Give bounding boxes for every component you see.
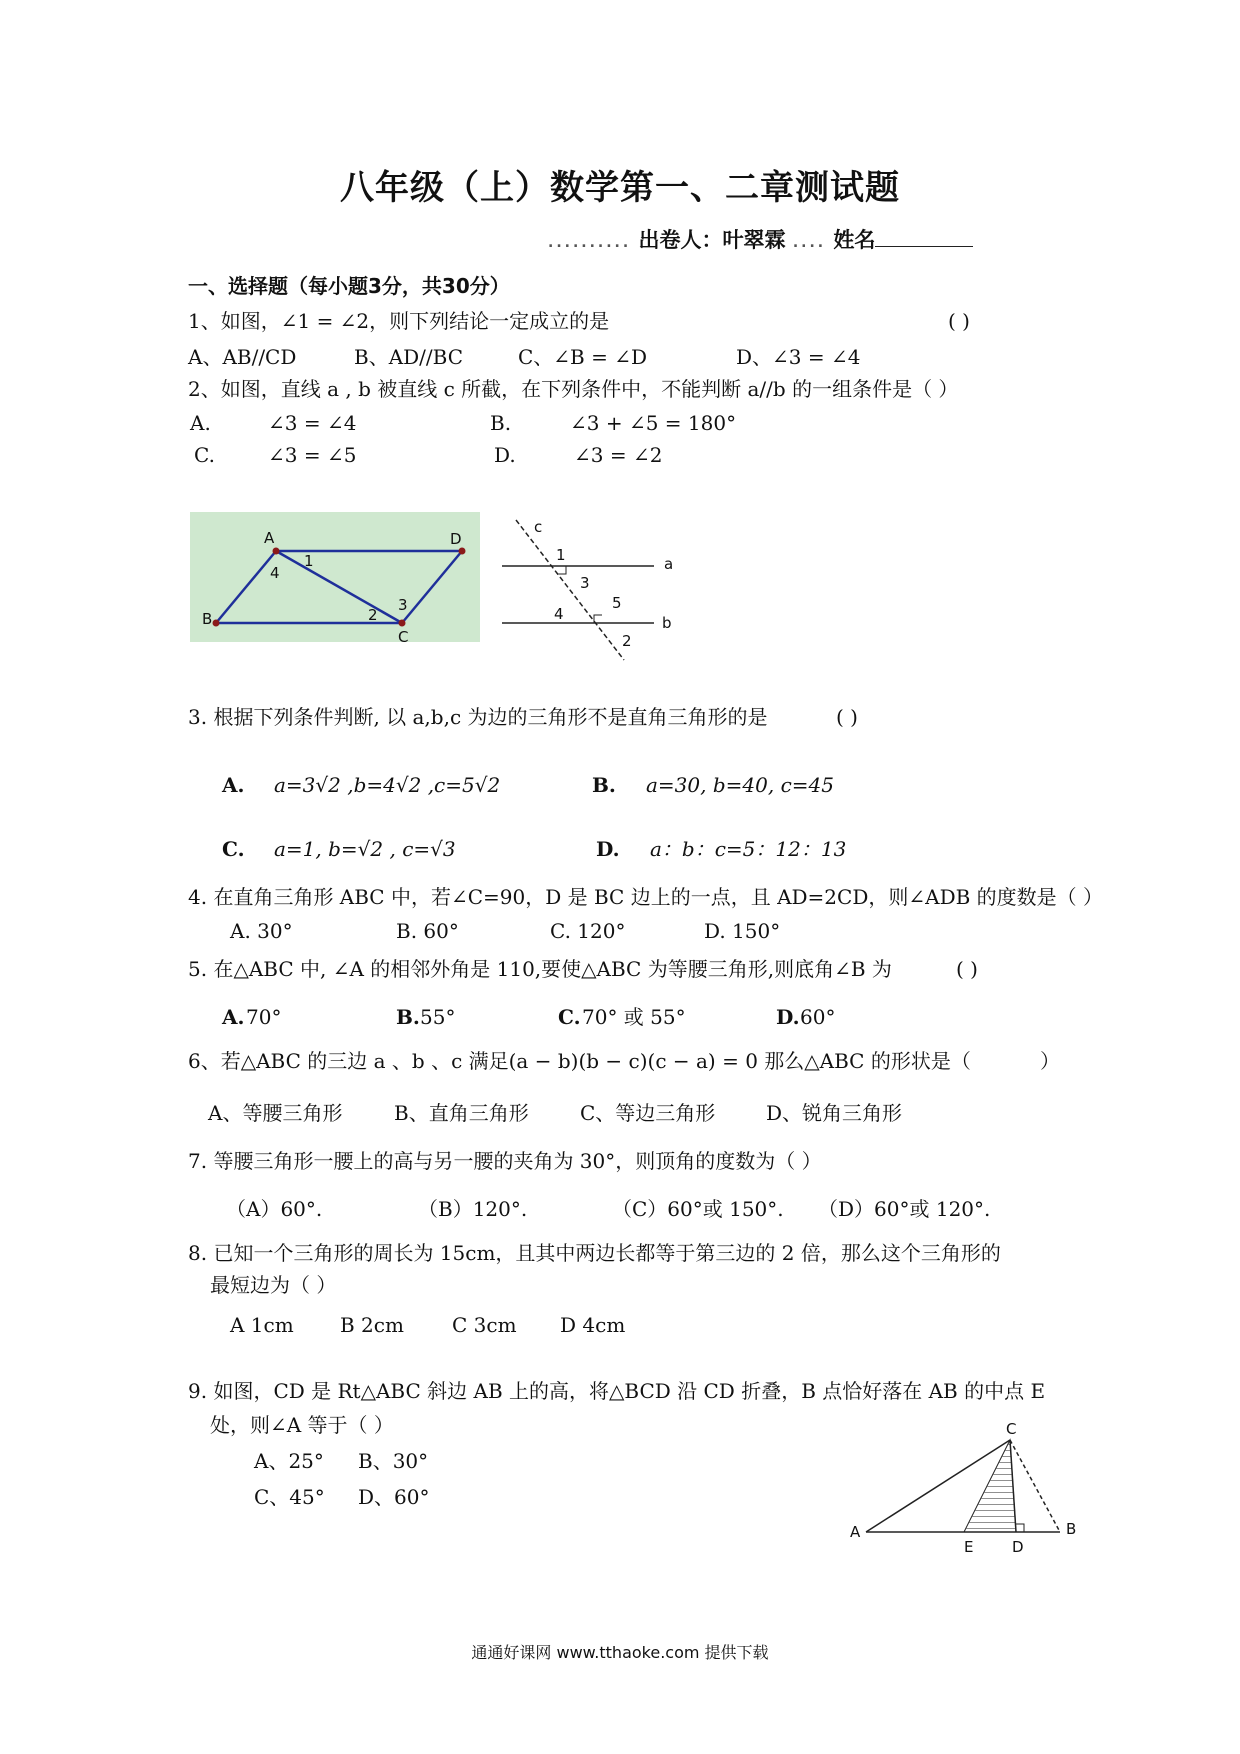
q9-figure [846,1420,1086,1560]
q7-option-a: （A）60°. [226,1197,323,1221]
q8-stem-line1: 8. 已知一个三角形的周长为 15cm，且其中两边长都等于第三边的 2 倍，那么这个三角形的 [188,1241,1001,1265]
q2-option-d-letter: D. [494,443,516,467]
q4-stem: 4. 在直角三角形 ABC 中，若∠C=90，D 是 BC 边上的一点，且 AD=2CD，则∠ADB 的度数是（ ） [188,885,1104,909]
q1-option-d: D、∠3 = ∠4 [736,345,861,369]
q8-option-d: D 4cm [560,1313,626,1337]
fig2-angle-2: 2 [622,632,632,650]
q4-option-c: C. 120° [550,919,626,943]
q8-option-a: A 1cm [230,1313,294,1337]
q5-option-b-text: 55° [420,1005,456,1029]
q5-stem: 5. 在△ABC 中, ∠A 的相邻外角是 110,要使△ABC 为等腰三角形,则底角∠B 为 [188,957,892,981]
fig2-angle-3: 3 [580,574,590,592]
q5-option-d-letter: D. [776,1005,800,1029]
q4-option-a: A. 30° [230,919,293,943]
q3-option-a-letter: A. [222,773,245,797]
q9-option-a: A、25° [254,1449,324,1473]
fig2-label-b: b [662,614,672,632]
q2-stem: 2、如图，直线 a , b 被直线 c 所截，在下列条件中，不能判断 a//b 的一组条件是（ ） [188,377,959,401]
q3-option-a-text: a=3√2 ,b=4√2 ,c=5√2 [274,773,501,797]
fig2-angle-4: 4 [554,605,564,623]
name-blank[interactable] [875,228,973,247]
q6-option-d: D、锐角三角形 [766,1101,903,1125]
author-line [548,224,973,254]
fig3-label-b: B [1066,1520,1077,1538]
q5-option-a-text: 70° [246,1005,282,1029]
q2-option-a-letter: A. [190,411,211,435]
q7-option-c: （C）60°或 150°. [612,1197,784,1221]
fig2-line-c [516,520,624,660]
q2-option-d-text: ∠3 = ∠2 [574,443,663,467]
q5-answer-paren[interactable]: ( ) [956,957,978,981]
q6-answer-paren[interactable]: ） [1040,1049,1060,1073]
q5-option-d-text: 60° [800,1005,836,1029]
fig3-label-d: D [1012,1538,1024,1556]
q9-stem-line2: 处，则∠A 等于（ ） [210,1413,394,1437]
fig2-label-c: c [534,518,543,536]
q7-option-d: （D）60°或 120°. [818,1197,991,1221]
q9-stem-line1: 9. 如图，CD 是 Rt△ABC 斜边 AB 上的高，将△BCD 沿 CD 折叠，B 点恰好落在 AB 的中点 E [188,1379,1046,1403]
q6-option-c: C、等边三角形 [580,1101,716,1125]
section-heading: 一、选择题（每小题3分，共30分） [188,274,510,298]
q3-option-c-letter: C. [222,837,245,861]
fig3-label-c: C [1006,1420,1017,1438]
q5-option-b-letter: B. [396,1005,420,1029]
q9-option-b: B、30° [358,1449,429,1473]
q8-option-b: B 2cm [340,1313,404,1337]
q8-stem-line2: 最短边为（ ） [210,1273,337,1297]
fig2-angle-5: 5 [612,594,622,612]
fig1-angle-1: 1 [304,552,314,570]
q2-option-b-text: ∠3 + ∠5 = 180° [570,411,737,435]
page-title: 八年级（上）数学第一、二章测试题 [340,168,900,208]
q2-option-b-letter: B. [490,411,512,435]
q3-option-b-letter: B. [592,773,616,797]
q9-option-d: D、60° [358,1485,430,1509]
q8-option-c: C 3cm [452,1313,517,1337]
author-dots-right: .... [792,235,827,251]
q7-stem: 7. 等腰三角形一腰上的高与另一腰的夹角为 30°，则顶角的度数为（ ） [188,1149,822,1173]
q1-option-b: B、AD//BC [354,345,464,369]
fig1-label-a: A [264,529,275,547]
page-footer: 通通好课网 www.tthaoke.com 提供下载 [471,1643,769,1662]
fig1-label-b: B [202,610,213,628]
author-label: 出卷人：叶翠霖 [638,228,786,252]
q2-option-c-letter: C. [194,443,215,467]
fig3-label-a: A [850,1523,861,1541]
author-dots-left: .......... [548,235,632,251]
fig3-folded-triangle [964,1440,1016,1532]
q3-option-b-text: a=30, b=40, c=45 [646,773,834,797]
name-label: 姓名 [833,228,876,252]
fig3-label-e: E [964,1538,974,1556]
q1-stem: 1、如图，∠1 = ∠2，则下列结论一定成立的是 [188,309,610,333]
q3-option-d-text: a：b：c=5：12：13 [650,837,847,861]
q2-option-c-text: ∠3 = ∠5 [268,443,357,467]
q5-option-c-letter: C. [558,1005,581,1029]
q1-answer-paren[interactable]: ( ) [948,309,970,333]
q2-option-a-text: ∠3 = ∠4 [268,411,357,435]
q3-answer-paren[interactable]: ( ) [836,705,858,729]
q1-option-a: A、AB//CD [188,345,297,369]
fig2-label-a: a [664,555,674,573]
q3-option-c-text: a=1, b=√2 , c=√3 [274,837,456,861]
q3-option-d-letter: D. [596,837,620,861]
q2-figure [494,512,694,662]
fig3-side-cb [1010,1440,1060,1532]
q5-option-c-text: 70° 或 55° [582,1005,686,1029]
fig1-label-d: D [450,530,462,548]
q7-option-b: （B）120°. [418,1197,528,1221]
q6-option-a: A、等腰三角形 [208,1101,343,1125]
q1-option-c: C、∠B = ∠D [518,345,648,369]
q1-figure [190,512,480,642]
q5-option-a-letter: A. [222,1005,245,1029]
q6-stem: 6、若△ABC 的三边 a 、b 、c 满足(a − b)(b − c)(c − a) = 0 那么△ABC 的形状是（ [188,1049,971,1073]
q4-option-d: D. 150° [704,919,781,943]
q3-stem: 3. 根据下列条件判断, 以 a,b,c 为边的三角形不是直角三角形的是 [188,705,768,729]
fig2-angle-1: 1 [556,546,566,564]
q6-option-b: B、直角三角形 [394,1101,529,1125]
q9-option-c: C、45° [254,1485,325,1509]
fig1-angle-4: 4 [270,564,280,582]
fig1-angle-3: 3 [398,596,408,614]
fig1-label-c: C [398,628,409,642]
fig1-angle-2: 2 [368,606,378,624]
q4-option-b: B. 60° [396,919,459,943]
